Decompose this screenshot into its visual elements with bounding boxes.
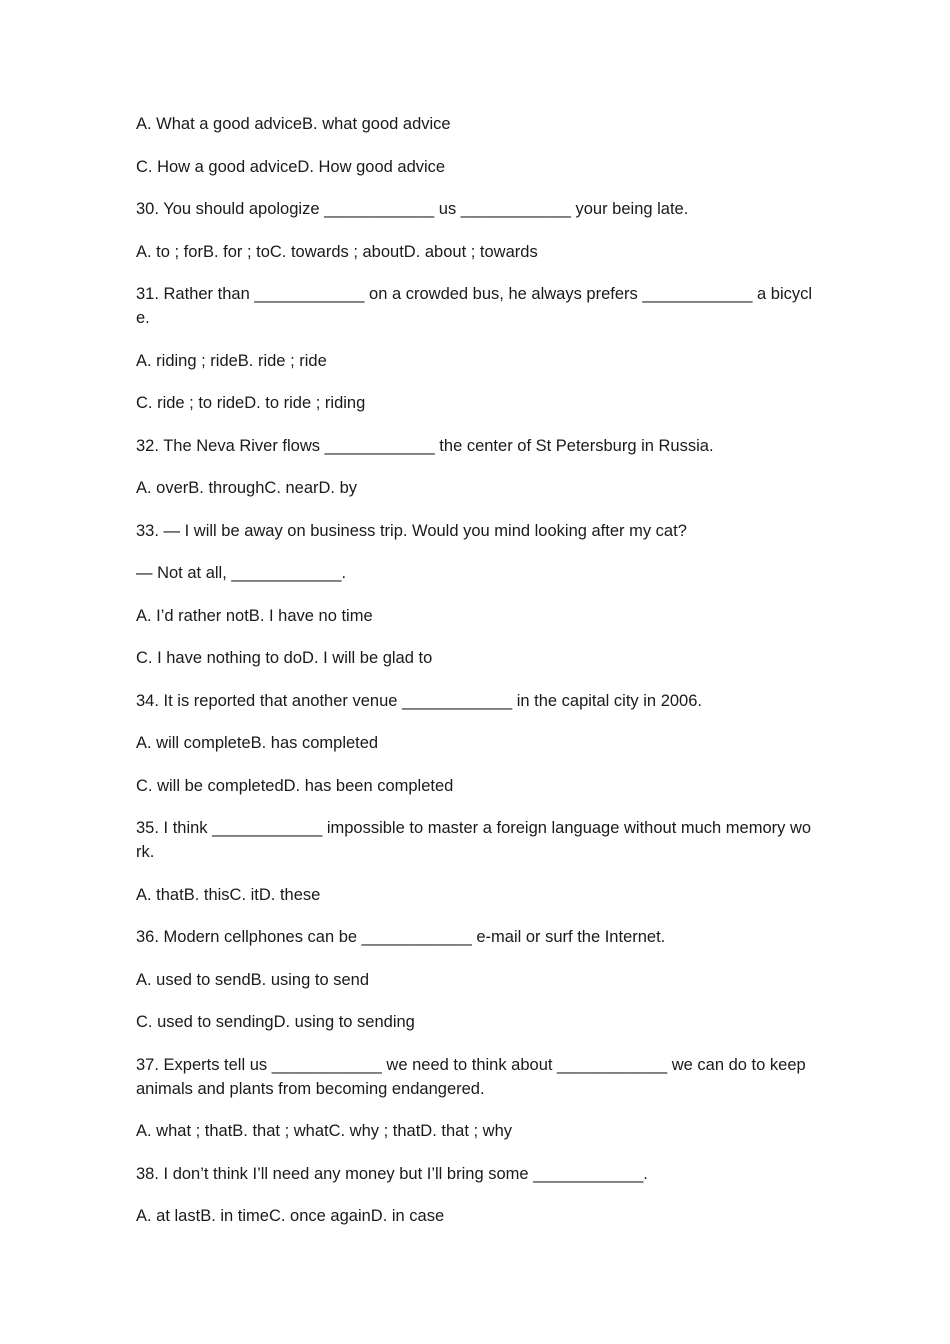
answer-options-q34-cd: C. will be completedD. has been completed (136, 776, 454, 795)
question-33-reply: — Not at all, ____________. (136, 564, 347, 582)
question-34: 34. It is reported that another venue ____________ in the capital city in 2006. (136, 691, 702, 710)
question-37: 37. Experts tell us ____________ we need to think about ____________ we can do to keep animals and plants from becoming endangered. (136, 1055, 811, 1098)
answer-options-q36-ab: A. used to sendB. using to send (136, 970, 369, 989)
answer-options-q31-cd: C. ride ; to rideD. to ride ; riding (136, 394, 366, 412)
answer-options-q35: A. thatB. thisC. itD. these (136, 885, 321, 904)
answer-options-q37: A. what ; thatB. that ; whatC. why ; thatD. that ; why (136, 1122, 513, 1140)
question-35: 35. I think ____________ impossible to master a foreign language without much memory work. (136, 819, 812, 861)
answer-options-q30: A. to ; forB. for ; toC. towards ; aboutD. about ; towards (136, 242, 538, 261)
answer-options-q33-cd: C. I have nothing to doD. I will be glad to (136, 649, 433, 667)
answer-options-q33-ab: A. I’d rather notB. I have no time (136, 606, 373, 625)
question-31: 31. Rather than ____________ on a crowded bus, he always prefers ____________ a bicycle. (136, 285, 813, 327)
answer-options-q29-ab: A. What a good adviceB. what good advice (136, 115, 451, 133)
answer-options-q36-cd: C. used to sendingD. using to sending (136, 1013, 415, 1031)
answer-options-q38: A. at lastB. in timeC. once againD. in case (136, 1207, 445, 1225)
question-30: 30. You should apologize ____________ us ____________ your being late. (136, 200, 689, 218)
answer-options-q31-ab: A. riding ; rideB. ride ; ride (136, 351, 327, 370)
question-33: 33. — I will be away on business trip. Would you mind looking after my cat? (136, 521, 687, 540)
document-body (136, 112, 816, 1247)
question-38: 38. I don’t think I’ll need any money but I’ll bring some ____________. (136, 1164, 648, 1183)
answer-options-q34-ab: A. will completeB. has completed (136, 734, 379, 752)
question-32: 32. The Neva River flows ____________ the center of St Petersburg in Russia. (136, 436, 714, 455)
answer-options-q29-cd: C. How a good adviceD. How good advice (136, 157, 446, 176)
question-36: 36. Modern cellphones can be ____________ e-mail or surf the Internet. (136, 928, 666, 946)
answer-options-q32: A. overB. throughC. nearD. by (136, 479, 358, 497)
